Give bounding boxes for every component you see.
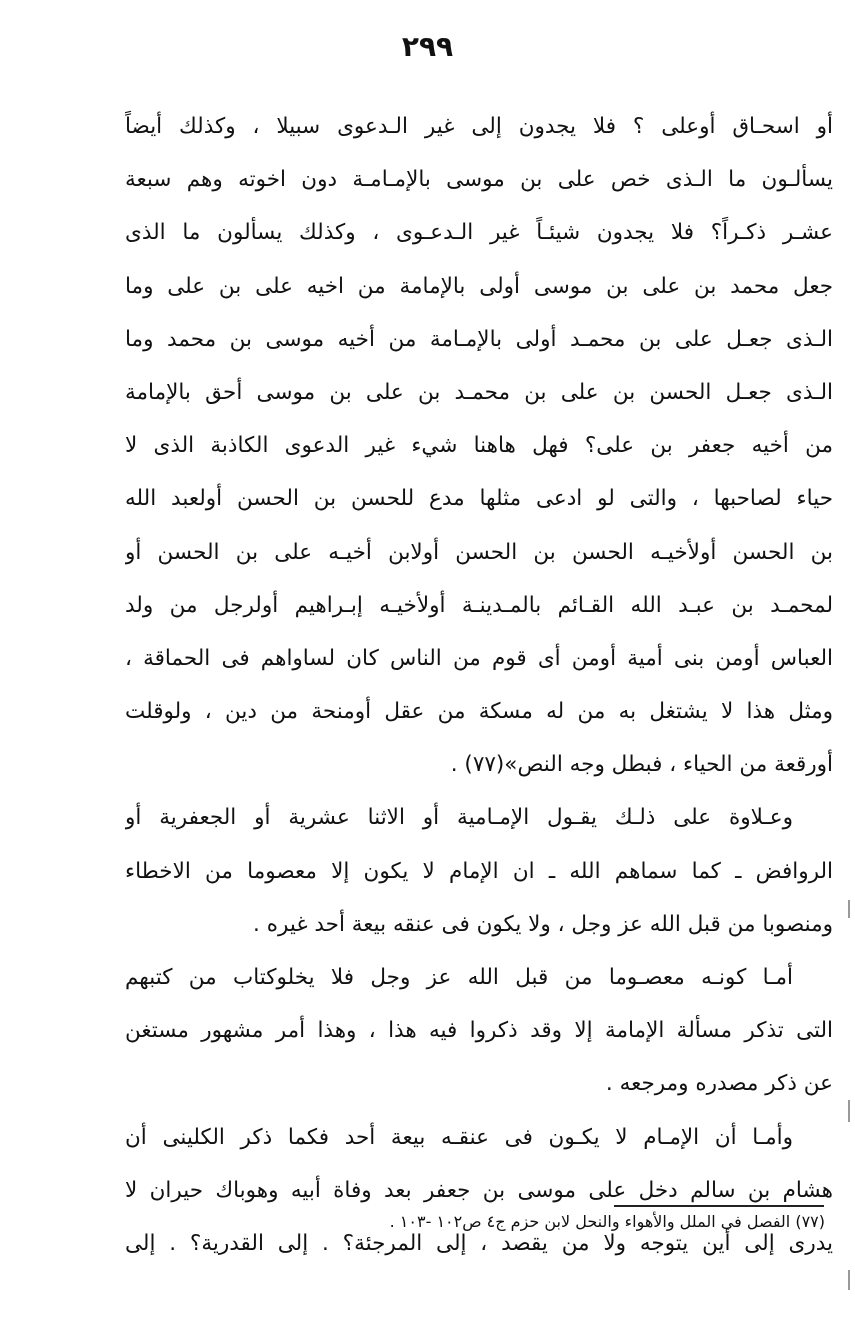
text-line: جعل محمد بن على بن موسى أولى بالإمامة من اخيه على بن على وما: [125, 273, 833, 299]
text-line: أو اسحـاق أوعلى ؟ فلا يجدون إلى غير الـدعوى سبيلا ، وكذلك أيضاً: [125, 114, 833, 139]
page-number: ٢٩٩: [401, 30, 454, 63]
text-line: أمـا كونـه معصـوما من قبل الله عز وجل فلا يخلوكتاب من كتبهم: [125, 965, 793, 990]
text-line: عن ذكر مصدره ومرجعه .: [605, 1071, 833, 1097]
text-line: العباس أومن بنى أمية أومن أى قوم من الناس كان لساواهم فى الحماقة ،: [125, 645, 833, 671]
text-line: الـذى جعـل الحسن بن على بن محمـد بن على بن موسى أحق بالإمامة: [125, 379, 833, 405]
text-line: هشام بن سالم دخل على موسى بن جعفر بعد وفاة أبيه وهوباك حيران لا: [125, 1177, 833, 1203]
text-line: أورقعة من الحياء ، فبطل وجه النص»(٧٧) .: [450, 752, 833, 778]
text-line: بن الحسن أولأخيـه الحسن بن الحسن أولابن أخيـه على بن الحسن أو: [125, 539, 833, 565]
main-text-block: [125, 100, 833, 1270]
page-edge-mark: [848, 1270, 850, 1290]
text-line: ومثل هذا لا يشتغل به من له مسكة من عقل أومنحة من دين ، ولوقلت: [125, 699, 833, 725]
text-line: الروافض ـ كما سماهم الله ـ ان الإمام لا يكون إلا معصوما من الاخطاء: [125, 858, 833, 884]
text-line: وعـلاوة على ذلـك يقـول الإمـامية أو الاثنا عشرية أو الجعفرية أو: [125, 805, 793, 831]
text-line: يدرى إلى أين يتوجه ولا من يقصد ، إلى المرجئة؟ . إلى القدرية؟ . إلى: [125, 1230, 833, 1256]
text-line: من أخيه جعفر بن على؟ فهل هاهنا شيء غير الدعوى الكاذبة الذى لا: [125, 433, 833, 459]
text-line: عشـر ذكـراً؟ فلا يجدون شيئـاً غير الـدعـوى ، وكذلك يسألون ما الذى: [125, 220, 833, 246]
page-edge-mark: [848, 900, 850, 918]
page-edge-mark: [848, 1100, 850, 1122]
footnote: (٧٧) الفصل فى الملل والأهواء والنحل لابن حزم ج٤ ص١٠٢ -١٠٣ .: [389, 1212, 825, 1231]
text-line: يسألـون ما الـذى خص على بن موسى بالإمـامـة دون اخوته وهم سبعة: [125, 167, 833, 193]
text-line: وأمـا أن الإمـام لا يكـون فى عنقـه بيعة أحد فكما ذكر الكلينى أن: [125, 1124, 793, 1150]
text-line: التى تذكر مسألة الإمامة إلا وقد ذكروا فيه هذا ، وهذا أمر مشهور مستغن: [125, 1018, 833, 1044]
text-line: الـذى جعـل على بن محمـد أولى بالإمـامة من أخيه موسى بن محمد وما: [125, 326, 833, 352]
text-line: حياء لصاحبها ، والتى لو ادعى مثلها مدع للحسن بن الحسن أولعبد الله: [125, 486, 833, 512]
footnote-divider: [614, 1205, 824, 1207]
text-line: لمحمـد بن عبـد الله القـائم بالمـدينـة أولأخيـه إبـراهيم أولرجل من ولد: [125, 592, 833, 618]
text-line: ومنصوبا من قبل الله عز وجل ، ولا يكون فى عنقه بيعة أحد غيره .: [253, 911, 833, 937]
